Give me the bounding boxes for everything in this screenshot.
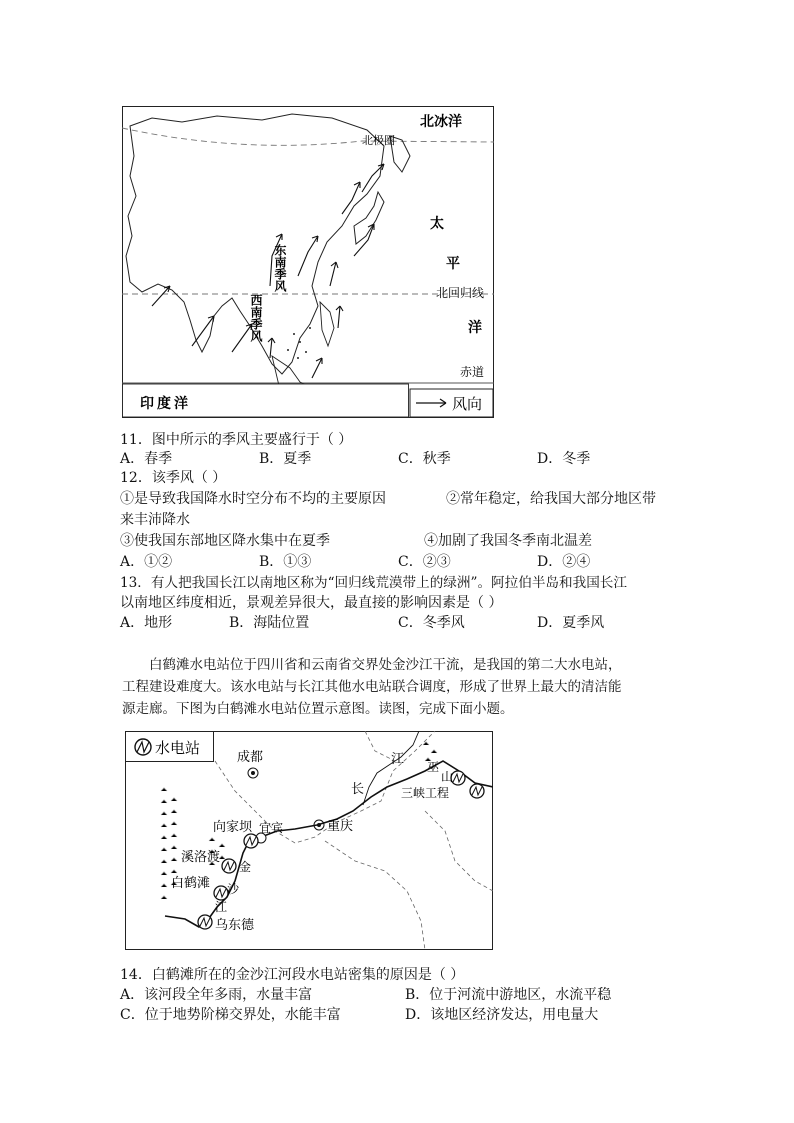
label-sw-monsoon: 西南季风 — [249, 294, 263, 342]
q12-option-c[interactable]: C．②③ — [398, 554, 451, 570]
q14-option-c[interactable]: C．位于地势阶梯交界处，水能丰富 — [120, 1007, 341, 1023]
q12-statement-4: ④加剧了我国冬季南北温差 — [424, 533, 592, 549]
q11-option-a[interactable]: A．春季 — [120, 451, 173, 467]
q13-option-a[interactable]: A．地形 — [120, 615, 173, 631]
legend-label: 风向 — [452, 395, 483, 413]
label-chang: 长 — [351, 782, 365, 797]
xiangjiaba-station-icon — [244, 834, 258, 848]
label-jin: 金 — [239, 860, 252, 874]
q13-option-c[interactable]: C．冬季风 — [398, 615, 465, 631]
label-xiluodu: 溪洛渡 — [181, 850, 221, 865]
q12-stem: 12．该季风（ ） — [120, 470, 227, 486]
label-yibin: 宜宾 — [259, 821, 284, 835]
label-se-monsoon: 东南季风 — [273, 244, 287, 292]
q12-statement-2b: 来丰沛降水 — [120, 512, 190, 528]
gezhouba-station-icon — [470, 784, 484, 798]
label-arctic-circle: 北极圈 — [362, 134, 395, 147]
q14-stem: 14．白鹤滩所在的金沙江河段水电站密集的原因是（ ） — [120, 967, 465, 983]
q14-option-b[interactable]: B．位于河流中游地区，水流平稳 — [405, 987, 612, 1003]
label-arctic-ocean: 北冰洋 — [420, 114, 462, 130]
baihetan-station-icon — [214, 886, 228, 900]
q13-option-d[interactable]: D．夏季风 — [537, 615, 605, 631]
wudongde-station-icon — [198, 915, 212, 929]
passage-line1: 白鹤滩水电站位于四川省和云南省交界处金沙江干流，是我国的第二大水电站， — [149, 657, 622, 673]
xiluodu-station-icon — [222, 859, 236, 873]
label-chengdu: 成都 — [237, 750, 264, 765]
label-wu: 巫 — [427, 760, 440, 774]
label-wudongde: 乌东德 — [215, 918, 255, 933]
label-baihetan: 白鹤滩 — [171, 876, 211, 891]
q11-stem: 11．图中所示的季风主要盛行于（ ） — [120, 432, 353, 448]
q11-option-b[interactable]: B．夏季 — [259, 451, 312, 467]
q12-statement-2a: ②常年稳定，给我国大部分地区带 — [446, 491, 656, 507]
label-indian-ocean: 印度洋 — [140, 396, 191, 412]
label-jiang: 江 — [215, 900, 228, 914]
q13-option-b[interactable]: B．海陆位置 — [229, 615, 310, 631]
label-sanxia: 三峡工程 — [401, 786, 450, 800]
label-sha: 沙 — [227, 882, 240, 896]
label-pacific-1: 太 — [430, 216, 444, 232]
label-tropic: 北回归线 — [436, 286, 485, 300]
sanxia-station-icon — [451, 771, 465, 785]
hydropower-map — [125, 731, 493, 950]
label-pacific-2: 平 — [446, 256, 460, 272]
q14-option-a[interactable]: A．该河段全年多雨，水量丰富 — [120, 987, 313, 1003]
q12-option-b[interactable]: B．①③ — [259, 554, 312, 570]
q14-option-d[interactable]: D．该地区经济发达，用电量大 — [405, 1007, 599, 1023]
q12-option-a[interactable]: A．①② — [120, 554, 173, 570]
station-legend-label: 水电站 — [155, 739, 201, 757]
label-pacific-3: 洋 — [468, 320, 482, 336]
passage-line3: 源走廊。下图为白鹤滩水电站位置示意图。读图，完成下面小题。 — [122, 701, 514, 717]
label-xiangjiaba: 向家坝 — [213, 820, 253, 835]
q12-statement-1: ①是导致我国降水时空分布不均的主要原因 — [120, 491, 386, 507]
label-equator: 赤道 — [460, 365, 485, 379]
q11-option-d[interactable]: D．冬季 — [537, 451, 591, 467]
q12-option-d[interactable]: D．②④ — [537, 554, 591, 570]
hydropower-map-svg — [125, 731, 493, 950]
monsoon-map-svg — [122, 106, 494, 418]
q11-option-c[interactable]: C．秋季 — [398, 451, 451, 467]
q13-stem-line1: 13．有人把我国长江以南地区称为“回归线荒漠带上的绿洲”。阿拉伯半岛和我国长江 — [120, 575, 627, 591]
label-shan: 山 — [441, 770, 454, 784]
q13-stem-line2: 以南地区纬度相近，景观差异很大，最直接的影响因素是（ ） — [120, 595, 503, 611]
monsoon-map — [122, 106, 494, 418]
label-chongqing: 重庆 — [327, 819, 354, 834]
q12-statement-3: ③使我国东部地区降水集中在夏季 — [120, 533, 330, 549]
label-jiang2: 江 — [391, 752, 405, 767]
passage-line2: 工程建设难度大。该水电站与长江其他水电站联合调度，形成了世界上最大的清洁能 — [122, 679, 622, 695]
